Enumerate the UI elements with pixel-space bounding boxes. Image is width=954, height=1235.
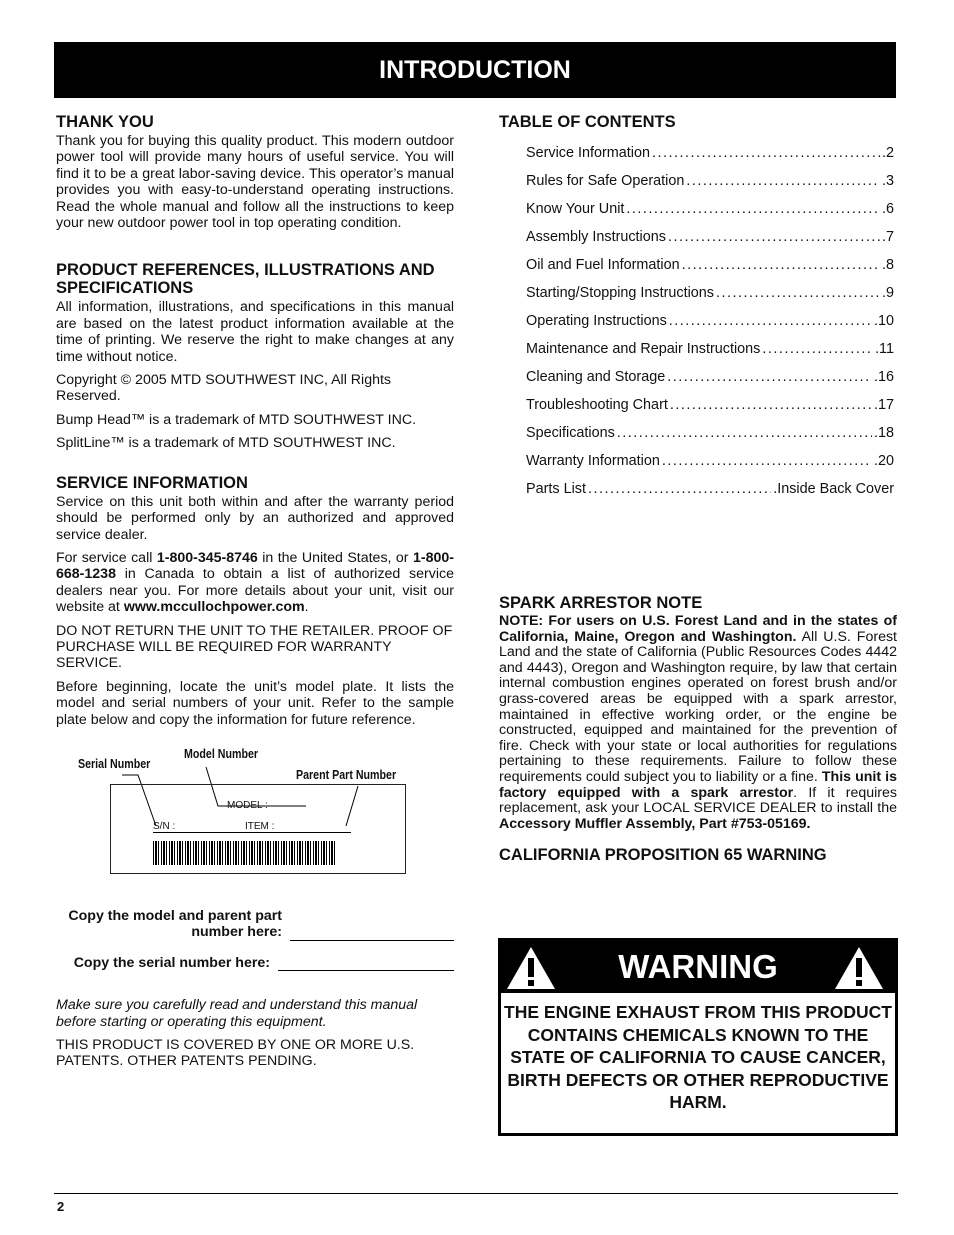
toc-item-label: Service Information xyxy=(526,145,650,161)
toc-leader xyxy=(716,285,880,301)
toc-item-label: Troubleshooting Chart xyxy=(526,397,668,413)
toc-leader xyxy=(686,173,880,189)
spark-arrestor-body xyxy=(499,614,897,832)
service-p2 xyxy=(56,550,454,616)
copy-model-label: Copy the model and parent part number here: xyxy=(68,907,282,941)
service-information-heading: SERVICE INFORMATION xyxy=(56,473,248,492)
spark-note-bold: NOTE: For users on U.S. Forest Land and in the states of California, Maine, Oregon and Washington. xyxy=(499,613,897,645)
toc-item-page: .17 xyxy=(873,397,894,413)
toc-item[interactable] xyxy=(526,341,894,369)
thank-you-body: Thank you for buying this quality product. This modern outdoor power tool will provide many hours of useful service. You will find it to be a great labor-saving device. This operator’s manual provides you with easy-to-understand operating instructions. Read the whole manual and follow all the instructions to keep your new outdoor power tool in top operating condition. xyxy=(56,133,454,232)
warning-text: THE ENGINE EXHAUST FROM THIS PRODUCT CONTAINS CHEMICALS KNOWN TO THE STATE OF CALIFORNIA TO CAUSE CANCER, BIRTH DEFECTS OR OTHER REPRODUCTIVE HARM. xyxy=(504,1002,892,1112)
copyright-text: Copyright © 2005 MTD SOUTHWEST INC, All Rights Reserved. xyxy=(56,372,392,405)
spark-part-bold: Accessory Muffler Assembly, Part #753-05169. xyxy=(499,815,811,832)
item-field-label: ITEM : xyxy=(245,820,275,832)
phone-canada[interactable]: 1-800-668-1238 xyxy=(56,549,454,583)
spark-text: . If it requires replacement, ask your LOCAL SERVICE DEALER to install the xyxy=(499,784,897,817)
toc-item-page: .10 xyxy=(873,313,894,329)
toc-item[interactable] xyxy=(526,313,894,341)
toc-item-page: .3 xyxy=(881,173,894,189)
toc-item-label: Parts List xyxy=(526,481,586,497)
parent-part-number-label: Parent Part Number xyxy=(296,766,397,782)
toc-item-page: .Inside Back Cover xyxy=(773,481,894,497)
service-p2-text: . xyxy=(304,599,309,616)
toc-leader xyxy=(626,201,880,217)
prop65-heading: CALIFORNIA PROPOSITION 65 WARNING xyxy=(499,846,827,865)
toc-item-page: .6 xyxy=(881,201,894,217)
toc-item[interactable] xyxy=(526,425,894,453)
spark-arrestor-heading: SPARK ARRESTOR NOTE xyxy=(499,594,703,612)
phone-us[interactable]: 1-800-345-8746 xyxy=(156,549,258,566)
toc-list xyxy=(526,145,894,509)
toc-item-page: .7 xyxy=(881,229,894,245)
toc-item-label: Starting/Stopping Instructions xyxy=(526,285,714,301)
toc-item[interactable] xyxy=(526,369,894,397)
plate-underline xyxy=(153,832,351,833)
toc-leader xyxy=(667,369,872,385)
spark-factory-bold: This unit is factory equipped with a spark arrestor xyxy=(499,768,897,801)
toc-leader xyxy=(669,313,872,329)
toc-item[interactable] xyxy=(526,201,894,229)
model-number-label: Model Number xyxy=(184,745,259,761)
warning-triangle-icon xyxy=(505,945,557,991)
copy-model-row xyxy=(56,908,454,941)
thank-you-section xyxy=(56,113,454,231)
do-not-return-notice: DO NOT RETURN THE UNIT TO THE RETAILER. PROOF OF PURCHASE WILL BE REQUIRED FOR WARRANTY SERVICE. xyxy=(56,622,453,672)
product-references-section xyxy=(56,261,454,451)
model-field-label: MODEL : xyxy=(227,799,268,811)
toc-item[interactable] xyxy=(526,453,894,481)
product-references-heading: PRODUCT REFERENCES, ILLUSTRATIONS AND SPECIFICATIONS xyxy=(56,261,435,298)
service-p2-text: in the United States, or xyxy=(257,549,413,566)
toc-item[interactable] xyxy=(526,173,894,201)
toc-item-page: .2 xyxy=(881,145,894,161)
toc-leader xyxy=(662,453,872,469)
thank-you-heading: THANK YOU xyxy=(56,113,154,131)
copy-serial-line[interactable] xyxy=(278,969,454,971)
toc-leader xyxy=(652,145,880,161)
toc-leader xyxy=(670,397,872,413)
patents-text: THIS PRODUCT IS COVERED BY ONE OR MORE U.S. PATENTS. OTHER PATENTS PENDING. xyxy=(56,1037,415,1070)
spark-text: All U.S. Forest Land and the state of California (Public Resources Codes 4442 and 4443), Oregon and Washington require, by law that certain internal combustion engines operated on forest brush and/or grass-covered areas be equipped with a spark arrestor, maintained in effective working order, or the engine be constructed, equipped and maintained for the prevention of fire. Check with your state or local authorities for regulations pertaining to these requirements. Failure to follow these requirements could subject you to liability or a fine. xyxy=(499,628,897,785)
sn-field-label: S/N : xyxy=(153,820,176,832)
toc-item-label: Cleaning and Storage xyxy=(526,369,666,385)
toc-item-page: .16 xyxy=(873,369,894,385)
toc-item-label: Rules for Safe Operation xyxy=(526,173,685,189)
copy-model-line[interactable] xyxy=(290,939,454,941)
service-p1: Service on this unit both within and after the warranty period should be performed only by an authorized and approved service dealer. xyxy=(56,493,454,543)
toc-item-page: .11 xyxy=(875,341,894,357)
warning-triangle-icon xyxy=(833,945,885,991)
right-column xyxy=(499,113,897,866)
warning-header xyxy=(501,941,895,993)
model-plate xyxy=(110,784,406,874)
toc-item[interactable] xyxy=(526,257,894,285)
toc-item[interactable] xyxy=(526,481,894,509)
copy-serial-label: Copy the serial number here: xyxy=(73,954,270,971)
reminder-text: Make sure you carefully read and understand this manual before starting or operating this equipment. xyxy=(56,997,418,1030)
copy-serial-row xyxy=(56,955,454,971)
toc-leader xyxy=(617,425,872,441)
spark-arrestor-section xyxy=(499,594,897,832)
toc-leader xyxy=(668,229,880,245)
toc-item-page: .20 xyxy=(873,453,894,469)
service-p2-text: For service call xyxy=(56,549,157,566)
splitline-trademark: SplitLine™ is a trademark of MTD SOUTHWEST INC. xyxy=(56,435,396,452)
toc-item-page: .8 xyxy=(881,257,894,273)
toc-leader xyxy=(588,481,771,497)
bump-head-trademark: Bump Head™ is a trademark of MTD SOUTHWEST INC. xyxy=(56,411,417,428)
left-column xyxy=(56,113,454,1077)
toc-item-page: .9 xyxy=(881,285,894,301)
service-information-section xyxy=(56,474,454,728)
toc-item-label: Specifications xyxy=(526,425,615,441)
warning-title: WARNING xyxy=(618,948,778,985)
service-p2-text: in Canada to obtain a list of authorized service dealers near you. For more details about your unit, visit our website at xyxy=(56,566,454,616)
toc-item-label: Operating Instructions xyxy=(526,313,667,329)
serial-number-label: Serial Number xyxy=(78,755,151,771)
toc-leader xyxy=(682,257,880,273)
toc-item[interactable] xyxy=(526,285,894,313)
toc-item[interactable] xyxy=(526,397,894,425)
model-plate-diagram xyxy=(56,742,454,902)
product-references-p1: All information, illustrations, and specifications in this manual are based on the latest product information available at the time of printing. We reserve the right to make changes at any time without notice. xyxy=(56,299,454,365)
toc-leader xyxy=(762,341,873,357)
toc-item-page: .18 xyxy=(873,425,894,441)
toc-item-label: Oil and Fuel Information xyxy=(526,257,680,273)
page-number: 2 xyxy=(57,1199,65,1214)
footer-rule xyxy=(54,1193,898,1194)
toc-heading: TABLE OF CONTENTS xyxy=(499,113,676,131)
toc-item[interactable] xyxy=(526,145,894,173)
website-link[interactable]: www.mccullochpower.com xyxy=(123,599,305,616)
barcode xyxy=(153,841,335,865)
toc-item-label: Assembly Instructions xyxy=(526,229,666,245)
toc-item-label: Maintenance and Repair Instructions xyxy=(526,341,761,357)
toc-item-label: Know Your Unit xyxy=(526,201,625,217)
service-p4: Before beginning, locate the unit’s model plate. It lists the model and serial numbers of your unit. Refer to the sample plate below and copy the information for future reference. xyxy=(56,678,454,728)
section-banner: INTRODUCTION xyxy=(54,42,896,98)
toc-item-label: Warranty Information xyxy=(526,453,660,469)
toc-item[interactable] xyxy=(526,229,894,257)
prop65-warning-box xyxy=(498,938,898,1136)
